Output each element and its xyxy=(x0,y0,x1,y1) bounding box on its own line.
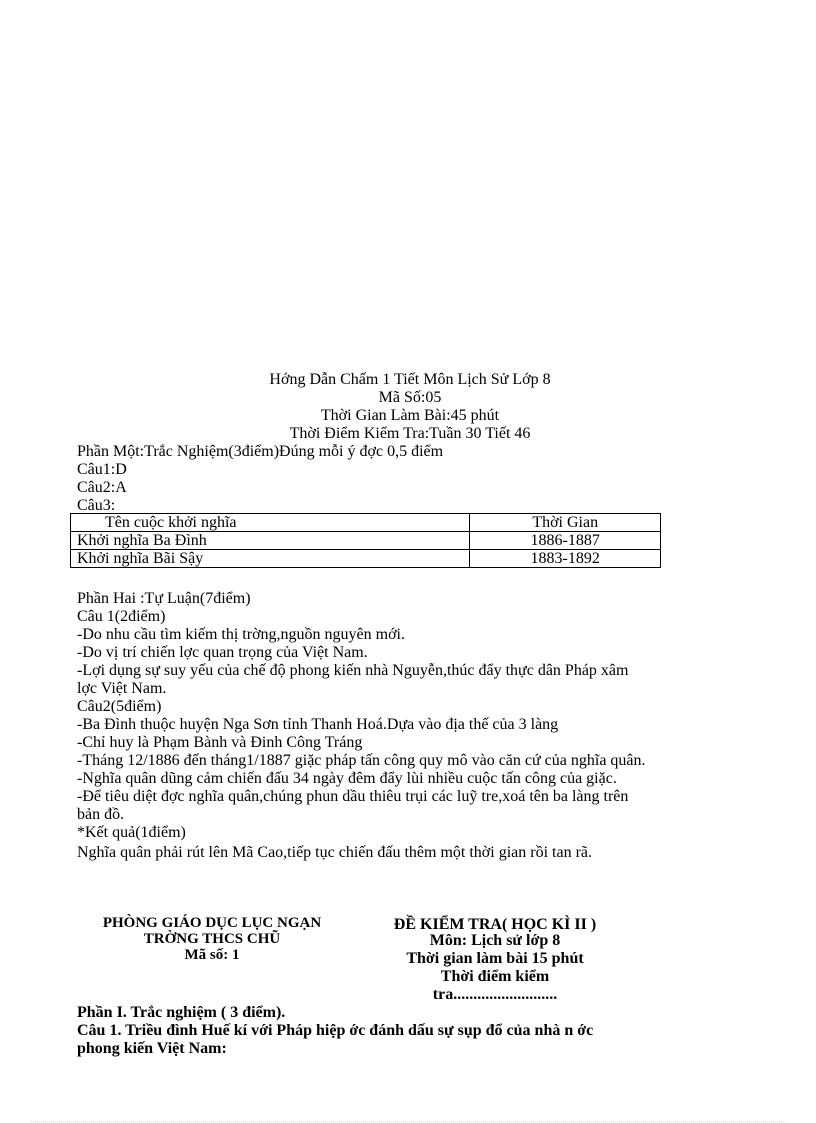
essay-q2-line: -Tháng 12/1886 đến tháng1/1887 giặc pháp tấn công quy mô vào căn cứ của nghĩa quân. xyxy=(77,752,646,769)
exam-q1-line: phong kiến Việt Nam: xyxy=(77,1040,227,1057)
essay-q2-line: -Nghĩa quân dũng cảm chiến đấu 34 ngày đêm đẩy lùi nhiều cuộc tấn công của giặc. xyxy=(77,770,617,787)
exam-school: TRỜNG THCS CHŨ xyxy=(143,931,281,947)
exam-time-value: tra.......................... xyxy=(432,986,558,1003)
essay-q2-line: -Ba Đình thuộc huyện Nga Sơn tỉnh Thanh Hoá.Dựa vào địa thế của 3 làng xyxy=(77,716,559,733)
guide-time: Thời Điểm Kiểm Tra:Tuần 30 Tiết 46 xyxy=(289,425,531,442)
essay-q2-line: -Để tiêu diệt đợc nghĩa quân,chúng phun dầu thiêu trụi các luỹ tre,xoá tên ba làng trên xyxy=(77,788,629,805)
essay-q2-line: bản đồ. xyxy=(77,806,125,823)
answer-q2: Câu2:A xyxy=(77,479,127,496)
exam-time-label: Thời điểm kiểm xyxy=(440,968,550,985)
table-cell-name: Khởi nghĩa Ba Đình xyxy=(71,532,470,550)
essay-q2-heading: Câu2(5điểm) xyxy=(77,698,162,715)
table-row xyxy=(71,550,661,568)
table-header-name: Tên cuộc khởi nghĩa xyxy=(71,514,470,532)
guide-title: Hớng Dẫn Chấm 1 Tiết Môn Lịch Sử Lớp 8 xyxy=(269,371,551,388)
table-header-row xyxy=(71,514,661,532)
essay-q1-line: lợc Việt Nam. xyxy=(77,680,167,697)
essay-q1-line: -Do nhu cầu tìm kiếm thị trờng,nguồn nguyên mới. xyxy=(77,626,405,643)
part2-heading: Phần Hai :Tự Luận(7điểm) xyxy=(77,590,251,607)
result-text: Nghĩa quân phải rút lên Mã Cao,tiếp tục chiến đấu thêm một thời gian rồi tan rã. xyxy=(77,844,592,861)
exam-subject: Môn: Lịch sử lớp 8 xyxy=(429,932,561,949)
table-header-time: Thời Gian xyxy=(470,514,661,532)
answer-q3: Câu3: xyxy=(77,497,116,514)
guide-code: Mã Số:05 xyxy=(378,389,442,406)
essay-q1-line: -Lợi dụng sự suy yếu của chế độ phong kiến nhà Nguyễn,thúc đẩy thực dân Pháp xâm xyxy=(77,662,629,679)
answer-q1: Câu1:D xyxy=(77,461,127,478)
part1-heading: Phần Một:Trắc Nghiệm(3điểm)Đúng mỗi ý đợc 0,5 điểm xyxy=(77,443,444,460)
table-cell-time: 1883-1892 xyxy=(470,550,661,568)
exam-code: Mã số: 1 xyxy=(184,947,240,963)
exam-part1-heading: Phần I. Trắc nghiệm ( 3 điểm). xyxy=(77,1004,286,1021)
exam-title: ĐỀ KIỂM TRA( HỌC KÌ II ) xyxy=(393,916,597,933)
essay-q2-line: -Chỉ huy là Phạm Bành và Đinh Công Tráng xyxy=(77,734,363,751)
essay-q1-heading: Câu 1(2điểm) xyxy=(77,608,166,625)
result-heading: *Kết quả(1điểm) xyxy=(77,824,186,841)
table-row xyxy=(71,532,661,550)
guide-duration: Thời Gian Làm Bài:45 phút xyxy=(320,407,500,424)
exam-q1-line: Câu 1. Triều đình Huế kí với Pháp hiệp ớc đánh dấu sự sụp đổ của nhà n ớc xyxy=(77,1022,594,1039)
page-bottom-rule xyxy=(30,1121,786,1122)
uprising-table xyxy=(70,513,661,568)
table-cell-name: Khởi nghĩa Bãi Sậy xyxy=(71,550,470,568)
table-cell-time: 1886-1887 xyxy=(470,532,661,550)
exam-department: PHÒNG GIÁO DỤC LỤC NGẠN xyxy=(102,915,322,931)
exam-duration: Thời gian làm bài 15 phút xyxy=(406,950,584,967)
essay-q1-line: -Do vị trí chiến lợc quan trọng của Việt Nam. xyxy=(77,644,368,661)
